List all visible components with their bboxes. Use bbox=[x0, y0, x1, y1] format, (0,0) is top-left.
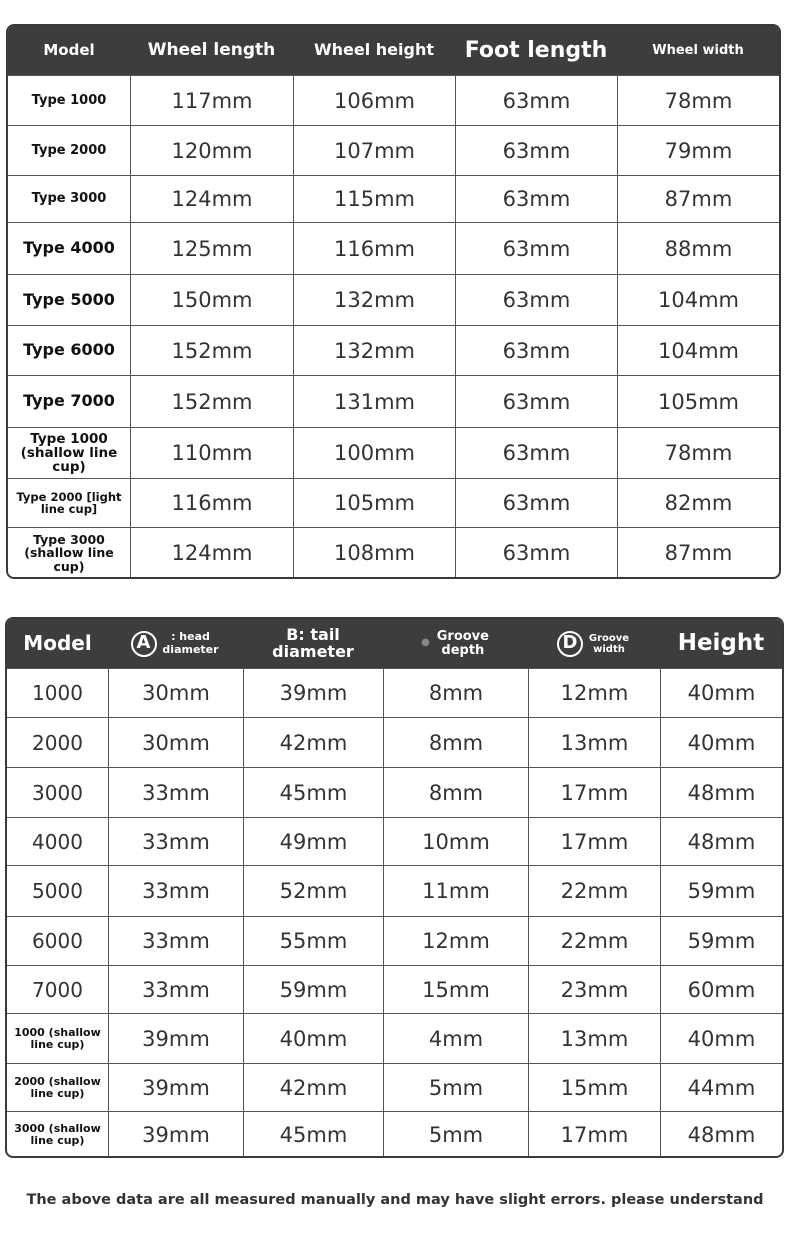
foot-length-cell: 63mm bbox=[455, 275, 617, 325]
header-groove-depth bbox=[383, 619, 528, 668]
table-row bbox=[7, 1111, 782, 1157]
tail-cell: 42mm bbox=[243, 718, 383, 767]
groove-depth-cell: 8mm bbox=[383, 669, 528, 717]
tail-cell: 59mm bbox=[243, 966, 383, 1013]
table-header bbox=[7, 619, 782, 668]
table-row bbox=[7, 668, 782, 717]
wheel-length-cell: 116mm bbox=[130, 479, 293, 527]
foot-length-cell: 63mm bbox=[455, 528, 617, 578]
wheel-height-cell: 116mm bbox=[293, 223, 455, 274]
model-cell: 1000 bbox=[32, 681, 83, 705]
table-row bbox=[8, 274, 779, 325]
wheel-width-cell: 79mm bbox=[617, 126, 779, 175]
groove-depth-cell: 8mm bbox=[383, 718, 528, 767]
wheel-height-cell: 115mm bbox=[293, 176, 455, 222]
letter-a-icon: A bbox=[131, 631, 157, 657]
wheel-width-cell: 87mm bbox=[617, 176, 779, 222]
foot-length-cell: 63mm bbox=[455, 76, 617, 125]
head-cell: 39mm bbox=[108, 1112, 243, 1157]
groove-width-cell: 13mm bbox=[528, 1014, 660, 1063]
tail-cell: 45mm bbox=[243, 768, 383, 817]
table-row bbox=[8, 427, 779, 478]
wheel-length-cell: 150mm bbox=[130, 275, 293, 325]
header-foot-length: Foot length bbox=[464, 37, 608, 63]
header-groove-width-label: Groove width bbox=[588, 632, 630, 655]
groove-depth-cell: 11mm bbox=[383, 866, 528, 916]
model-cell: 4000 bbox=[32, 829, 83, 854]
wheel-height-cell: 100mm bbox=[293, 428, 455, 478]
groove-icon: ● bbox=[421, 637, 430, 649]
groove-width-cell: 22mm bbox=[528, 866, 660, 916]
model-cell: Type 3000 (shallow line cup) bbox=[24, 532, 114, 574]
header-head-diameter-label: : head diameter bbox=[162, 630, 219, 656]
header-wheel-height: Wheel height bbox=[313, 40, 434, 60]
model-cell: 1000 (shallow line cup) bbox=[14, 1025, 101, 1051]
wheel-height-cell: 132mm bbox=[293, 275, 455, 325]
table-row bbox=[7, 865, 782, 916]
head-cell: 33mm bbox=[108, 768, 243, 817]
table-row bbox=[7, 916, 782, 965]
table-row bbox=[7, 965, 782, 1013]
wheel-width-cell: 104mm bbox=[617, 275, 779, 325]
tail-cell: 45mm bbox=[243, 1112, 383, 1157]
tail-cell: 40mm bbox=[243, 1014, 383, 1063]
groove-depth-cell: 10mm bbox=[383, 818, 528, 865]
wheel-height-cell: 131mm bbox=[293, 376, 455, 427]
foot-length-cell: 63mm bbox=[455, 176, 617, 222]
groove-depth-cell: 8mm bbox=[383, 768, 528, 817]
groove-depth-cell: 4mm bbox=[383, 1014, 528, 1063]
foot-length-cell: 63mm bbox=[455, 479, 617, 527]
wheel-length-cell: 124mm bbox=[130, 176, 293, 222]
groove-width-cell: 22mm bbox=[528, 917, 660, 965]
wheel-width-cell: 78mm bbox=[617, 76, 779, 125]
model-cell: 5000 bbox=[32, 879, 83, 903]
model-cell: 2000 (shallow line cup) bbox=[14, 1074, 101, 1100]
height-cell: 60mm bbox=[660, 966, 782, 1013]
model-cell: Type 2000 [light line cup] bbox=[16, 489, 122, 516]
header-model: Model bbox=[43, 40, 95, 59]
model-cell: Type 3000 bbox=[31, 191, 107, 207]
head-cell: 33mm bbox=[108, 866, 243, 916]
wheel-height-cell: 107mm bbox=[293, 126, 455, 175]
tail-cell: 42mm bbox=[243, 1064, 383, 1111]
height-cell: 40mm bbox=[660, 1014, 782, 1063]
wheel-width-cell: 105mm bbox=[617, 376, 779, 427]
wheel-height-cell: 106mm bbox=[293, 76, 455, 125]
head-cell: 39mm bbox=[108, 1064, 243, 1111]
table-row bbox=[8, 375, 779, 427]
header-model: Model bbox=[23, 631, 92, 655]
head-cell: 39mm bbox=[108, 1014, 243, 1063]
groove-depth-cell: 12mm bbox=[383, 917, 528, 965]
head-cell: 33mm bbox=[108, 917, 243, 965]
model-cell: 7000 bbox=[32, 977, 83, 1002]
letter-d-icon: D bbox=[557, 631, 583, 657]
table-row bbox=[8, 175, 779, 222]
height-cell: 48mm bbox=[660, 768, 782, 817]
model-cell: Type 2000 bbox=[31, 142, 107, 158]
height-cell: 59mm bbox=[660, 866, 782, 916]
tail-cell: 49mm bbox=[243, 818, 383, 865]
header-height: Height bbox=[677, 630, 765, 657]
header-groove-depth-label: Groove depth bbox=[436, 628, 489, 658]
table-row bbox=[8, 125, 779, 175]
model-cell: Type 1000 bbox=[31, 92, 107, 108]
table-row bbox=[7, 767, 782, 817]
wheel-length-cell: 125mm bbox=[130, 223, 293, 274]
table-row bbox=[8, 325, 779, 375]
model-cell: 2000 bbox=[32, 730, 83, 755]
measurement-disclaimer: The above data are all measured manually and may have slight errors. please understand bbox=[26, 1192, 764, 1208]
height-cell: 44mm bbox=[660, 1064, 782, 1111]
foot-length-cell: 63mm bbox=[455, 376, 617, 427]
groove-width-cell: 17mm bbox=[528, 818, 660, 865]
table-row bbox=[8, 222, 779, 274]
groove-width-cell: 17mm bbox=[528, 768, 660, 817]
groove-width-cell: 12mm bbox=[528, 669, 660, 717]
tail-cell: 39mm bbox=[243, 669, 383, 717]
wheel-width-cell: 82mm bbox=[617, 479, 779, 527]
head-cell: 30mm bbox=[108, 718, 243, 767]
foot-length-cell: 63mm bbox=[455, 223, 617, 274]
model-cell: 3000 (shallow line cup) bbox=[14, 1121, 101, 1147]
wheel-height-cell: 105mm bbox=[293, 479, 455, 527]
header-wheel-length: Wheel length bbox=[147, 39, 276, 60]
groove-depth-cell: 5mm bbox=[383, 1112, 528, 1157]
model-cell: Type 1000 (shallow line cup) bbox=[20, 430, 118, 476]
wheel-width-cell: 78mm bbox=[617, 428, 779, 478]
table-row bbox=[7, 1013, 782, 1063]
table-row bbox=[7, 817, 782, 865]
table-header bbox=[8, 26, 779, 75]
table-row bbox=[7, 717, 782, 767]
header-tail-diameter: B: tail diameter bbox=[272, 624, 354, 661]
head-cell: 30mm bbox=[108, 669, 243, 717]
header-wheel-width: Wheel width bbox=[652, 42, 744, 58]
groove-width-cell: 17mm bbox=[528, 1112, 660, 1157]
model-cell: Type 6000 bbox=[23, 340, 115, 360]
tail-cell: 55mm bbox=[243, 917, 383, 965]
wheel-height-cell: 132mm bbox=[293, 326, 455, 375]
wheel-dimensions-table bbox=[6, 24, 781, 579]
table-row bbox=[7, 1063, 782, 1111]
groove-width-cell: 23mm bbox=[528, 966, 660, 1013]
groove-depth-cell: 15mm bbox=[383, 966, 528, 1013]
groove-depth-cell: 5mm bbox=[383, 1064, 528, 1111]
groove-width-cell: 13mm bbox=[528, 718, 660, 767]
height-cell: 40mm bbox=[660, 718, 782, 767]
groove-width-cell: 15mm bbox=[528, 1064, 660, 1111]
head-cell: 33mm bbox=[108, 818, 243, 865]
wheel-length-cell: 152mm bbox=[130, 326, 293, 375]
model-cell: Type 4000 bbox=[23, 238, 115, 258]
header-groove-width bbox=[528, 619, 660, 668]
table-row bbox=[8, 478, 779, 527]
model-cell: Type 5000 bbox=[23, 289, 115, 309]
table-row bbox=[8, 75, 779, 125]
height-cell: 48mm bbox=[660, 818, 782, 865]
foot-length-cell: 63mm bbox=[455, 326, 617, 375]
wheel-width-cell: 104mm bbox=[617, 326, 779, 375]
wheel-length-cell: 120mm bbox=[130, 126, 293, 175]
wheel-length-cell: 124mm bbox=[130, 528, 293, 578]
wheel-width-cell: 88mm bbox=[617, 223, 779, 274]
model-cell: Type 7000 bbox=[23, 391, 115, 411]
foot-length-cell: 63mm bbox=[455, 126, 617, 175]
header-head-diameter bbox=[108, 619, 243, 668]
tail-cell: 52mm bbox=[243, 866, 383, 916]
cup-dimensions-table bbox=[5, 617, 784, 1158]
head-cell: 33mm bbox=[108, 966, 243, 1013]
height-cell: 59mm bbox=[660, 917, 782, 965]
foot-length-cell: 63mm bbox=[455, 428, 617, 478]
table-row bbox=[8, 527, 779, 578]
wheel-length-cell: 152mm bbox=[130, 376, 293, 427]
wheel-height-cell: 108mm bbox=[293, 528, 455, 578]
height-cell: 48mm bbox=[660, 1112, 782, 1157]
height-cell: 40mm bbox=[660, 669, 782, 717]
wheel-length-cell: 117mm bbox=[130, 76, 293, 125]
wheel-length-cell: 110mm bbox=[130, 428, 293, 478]
model-cell: 3000 bbox=[32, 780, 83, 805]
model-cell: 6000 bbox=[32, 929, 83, 953]
wheel-width-cell: 87mm bbox=[617, 528, 779, 578]
